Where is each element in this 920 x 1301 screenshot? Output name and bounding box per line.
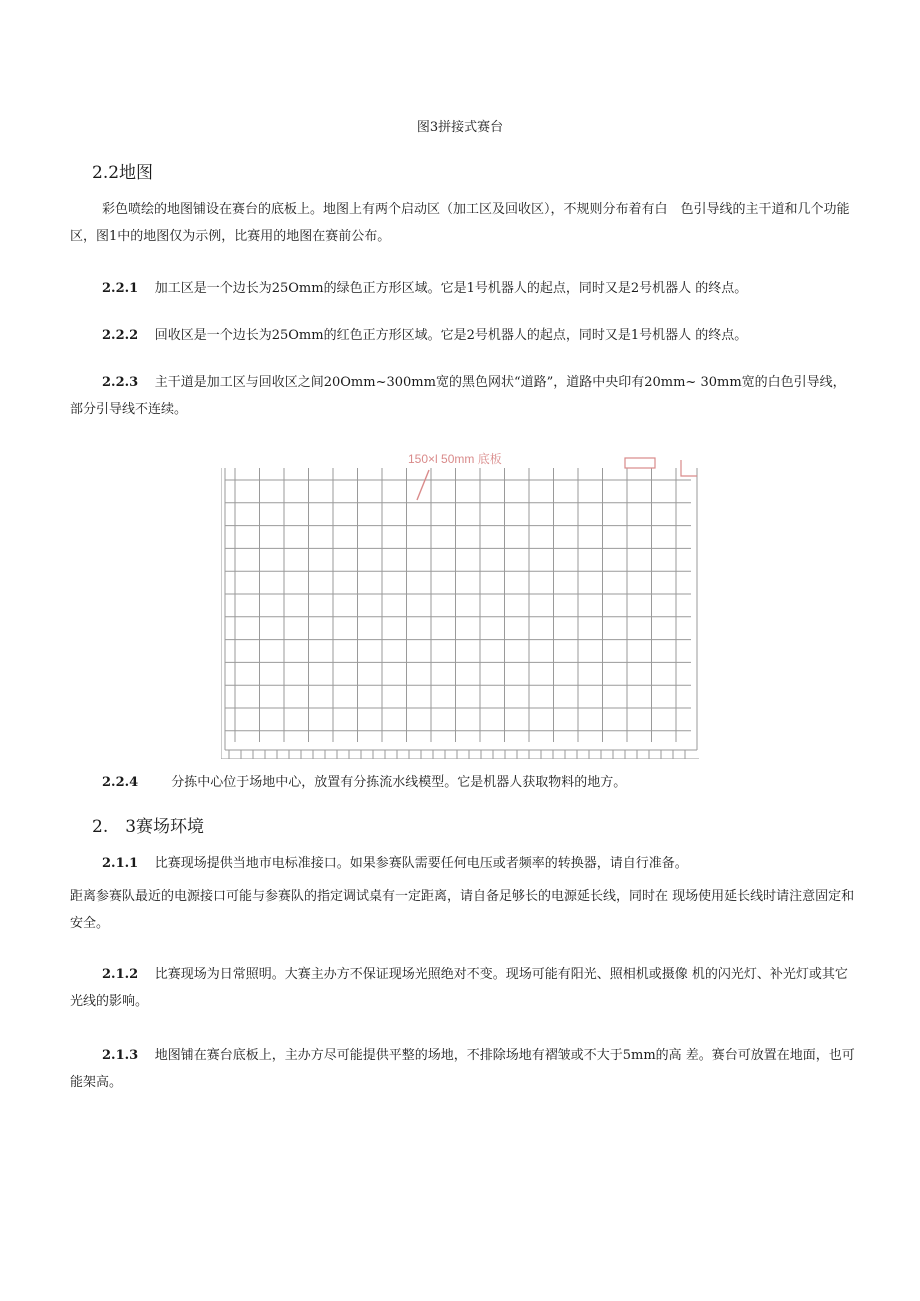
item-2-2-3 <box>70 369 858 423</box>
item-number: 2.2.1 <box>102 281 139 296</box>
item-text: 地图铺在赛台底板上，主办方尽可能提供平整的场地，不排除场地有褶皱或不大于5mm的高 差。赛台可放置在地面，也可能架高。 <box>70 1048 855 1090</box>
section-heading-environment: 2. 3赛场环境 <box>92 817 205 837</box>
item-2-1-1-continued: 距离参赛队最近的电源接口可能与参赛队的指定调试桌有一定距离，请自备足够长的电源延长线，同时在 现场使用延长线时请注意固定和安全。 <box>70 889 855 931</box>
item-2-2-2 <box>70 322 858 349</box>
item-number: 2.2.2 <box>102 328 139 343</box>
section-heading-map: 2.2地图 <box>92 163 154 183</box>
baseboard-label: 150×l 50mm 底板 <box>408 452 502 466</box>
item-text: 比赛现场为日常照明。大赛主办方不保证现场光照绝对不变。现场可能有阳光、照相机或摄像 机的闪光灯、补光灯或其它光线的影响。 <box>70 967 848 1009</box>
item-number: 2.1.1 <box>102 856 139 871</box>
item-text: 比赛现场提供当地市电标准接口。如果参赛队需要任何电压或者频率的转换器，请自行准备。 <box>154 856 688 871</box>
item-2-1-2 <box>70 961 858 1015</box>
figure-caption: 图3拼接式赛台 <box>416 120 504 135</box>
item-number: 2.1.3 <box>102 1048 139 1063</box>
item-number: 2.1.2 <box>102 967 139 982</box>
label-pointer <box>417 470 429 500</box>
item-number: 2.2.3 <box>102 375 139 390</box>
item-2-1-1 <box>70 850 858 877</box>
item-2-1-3 <box>70 1042 858 1096</box>
item-text: 加工区是一个边长为25Omm的绿色正方形区域。它是1号机器人的起点，同时又是2号机器人 的终点。 <box>154 281 748 296</box>
item-2-2-1 <box>70 275 858 302</box>
item-2-2-4 <box>70 769 858 796</box>
grid-lines <box>221 468 699 759</box>
baseboard-grid-figure <box>221 446 699 759</box>
corner-markers <box>625 458 697 476</box>
item-text: 主干道是加工区与回收区之间20Omm~300mm宽的黑色网状“道路”，道路中央印有20mm~ 30mm宽的白色引导线，部分引导线不连续。 <box>70 375 846 417</box>
item-number: 2.2.4 <box>102 775 139 790</box>
item-text: 回收区是一个边长为25Omm的红色正方形区域。它是2号机器人的起点，同时又是1号机器人 的终点。 <box>154 328 748 343</box>
map-intro-paragraph: 彩色喷绘的地图铺设在赛台的底板上。地图上有两个启动区（加工区及回收区），不规则分布着有白 色引导线的主干道和几个功能区，图1中的地图仅为示例，比赛用的地图在赛前公布。 <box>70 202 850 244</box>
item-text: 分拣中心位于场地中心，放置有分拣流水线模型。它是机器人获取物料的地方。 <box>171 775 627 790</box>
